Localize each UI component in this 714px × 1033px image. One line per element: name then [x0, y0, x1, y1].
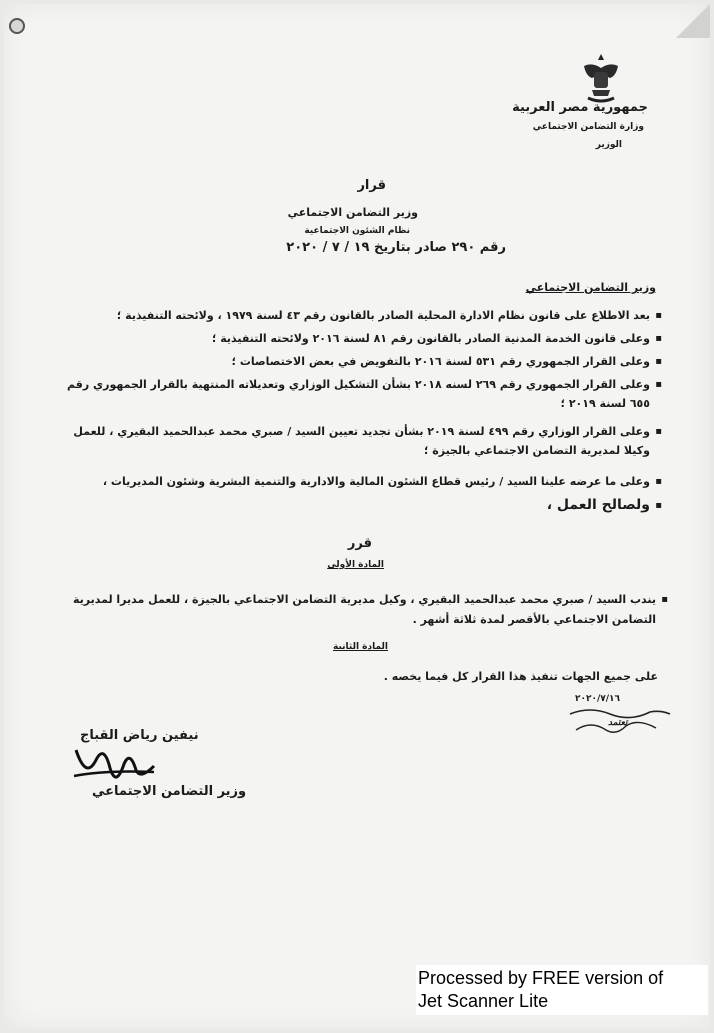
- article1-title: المادة الأولى: [327, 560, 384, 570]
- signatory-name: نيفين رياض القباج: [80, 728, 199, 743]
- marginal-note-date: ٢٠٢٠/٧/١٦: [575, 694, 621, 704]
- article1-text: ▪ يندب السيد / صبري محمد عبدالحميد البقيري ، وكيل مديرية التضامن الاجتماعي بالجيزة ، للعمل مديرا لمديرية التضامن الاجتماعي بالأقصر لمدة ثلاثة أشهر .: [46, 590, 656, 630]
- eagle-emblem-icon: [580, 52, 622, 104]
- decision-subject: نظام الشئون الاجتماعية: [304, 226, 410, 236]
- document-page: [4, 4, 710, 1029]
- preamble-item: ▪ وعلى القرار الجمهوري رقم ٥٣١ لسنة ٢٠١٦ بالتفويض في بعض الاختصاصات ؛: [60, 352, 650, 371]
- preamble-item: ▪ ولصالح العمل ،: [60, 496, 650, 515]
- decides-heading: قرر: [347, 536, 372, 551]
- watermark-line-2: Jet Scanner Lite: [418, 991, 549, 1011]
- article2-text: على جميع الجهات تنفيذ هذا القرار كل فيما يخصه .: [383, 670, 658, 683]
- preamble-item: ▪ وعلى قانون الخدمة المدنية الصادر بالقانون رقم ٨١ لسنة ٢٠١٦ ولائحته التنفيذية ؛: [60, 329, 650, 348]
- header-country: جمهورية مصر العربية: [512, 100, 648, 115]
- preamble-item: ▪ بعد الاطلاع على قانون نظام الادارة المحلية الصادر بالقانون رقم ٤٣ لسنة ١٩٧٩ ، ولائحته التنفيذية ؛: [60, 306, 650, 325]
- page-corner-fold: [676, 4, 710, 38]
- header-ministry: وزارة التضامن الاجتماعي: [532, 122, 644, 132]
- preamble-item: ▪ وعلى القرار الجمهوري رقم ٢٦٩ لسنه ٢٠١٨ بشأن التشكيل الوزاري وتعديلاته المنتهية بالقرار الجمهوري رقم ٦٥٥ لسنة ٢٠١٩ ؛: [60, 375, 650, 413]
- punch-hole: [9, 18, 25, 34]
- decision-title: قرار: [357, 178, 386, 193]
- initials-scribble-icon: [566, 700, 676, 740]
- signatory-role: وزير التضامن الاجتماعي: [92, 784, 247, 799]
- watermark-line-1: Processed by FREE version of: [418, 968, 664, 988]
- header-office: الوزير: [595, 140, 622, 150]
- decision-issuer: وزير التضامن الاجتماعي: [287, 206, 418, 219]
- marginal-note-approval: تعتمد: [608, 718, 628, 728]
- preamble-item: ▪ وعلى القرار الوزاري رقم ٤٩٩ لسنة ٢٠١٩ بشأن تجديد تعيين السيد / صبري محمد عبدالحميد البقيري ، للعمل وكيلا لمديرية التضامن الاجتماعي بالجيزة ؛: [60, 422, 650, 460]
- scanner-watermark: [416, 965, 708, 1015]
- decision-number-line: رقم ٢٩٠ صادر بتاريخ ١٩ / ٧ / ٢٠٢٠: [286, 240, 506, 255]
- preamble-heading: وزير التضامن الاجتماعي: [525, 281, 656, 294]
- article2-title: المادة الثانية: [333, 642, 388, 652]
- preamble-item: ▪ وعلى ما عرضه علينا السيد / رئيس قطاع الشئون المالية والادارية والتنمية البشرية وشئون المديريات ،: [60, 472, 650, 491]
